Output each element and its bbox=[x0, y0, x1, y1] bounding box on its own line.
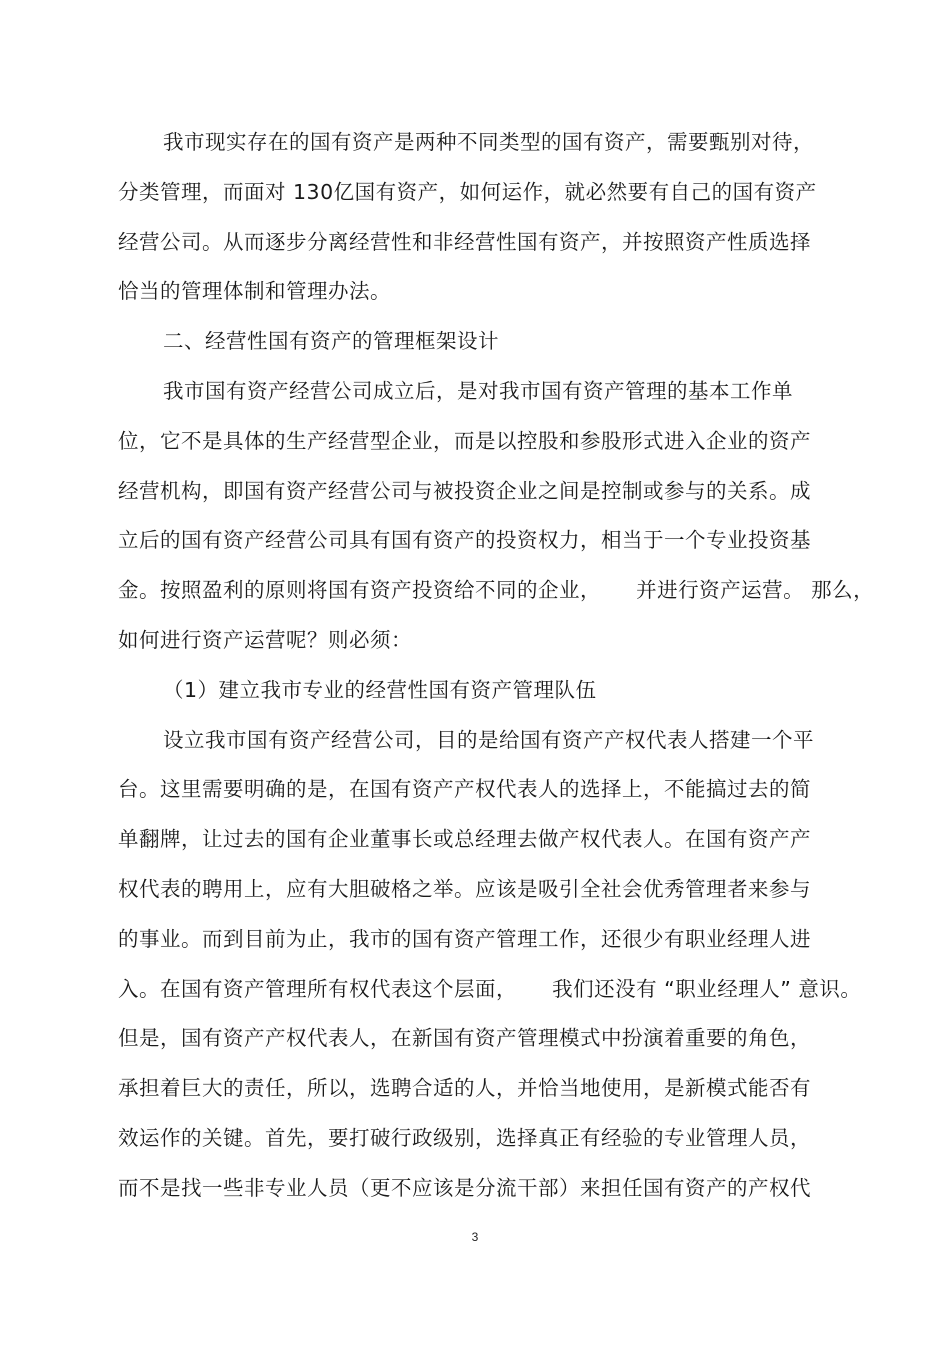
text-line: 我市现实存在的国有资产是两种不同类型的国有资产，需要甄别对待， bbox=[163, 130, 814, 154]
text-line: 效运作的关键。首先，要打破行政级别，选择真正有经验的专业管理人员， bbox=[118, 1126, 811, 1150]
subsection-heading: （1）建立我市专业的经营性国有资产管理队伍 bbox=[163, 678, 597, 702]
text-line: 设立我市国有资产经营公司，目的是给国有资产产权代表人搭建一个平 bbox=[163, 728, 814, 752]
text-line: 权代表的聘用上，应有大胆破格之举。应该是吸引全社会优秀管理者来参与 bbox=[118, 877, 811, 901]
text-line: 台。这里需要明确的是，在国有资产产权代表人的选择上，不能搞过去的简 bbox=[118, 777, 811, 801]
text-line: 位，它不是具体的生产经营型企业，而是以控股和参股形式进入企业的资产 bbox=[118, 429, 811, 453]
text-line: 经营公司。从而逐步分离经营性和非经营性国有资产，并按照资产性质选择 bbox=[118, 230, 811, 254]
text-line: 但是，国有资产产权代表人，在新国有资产管理模式中扮演着重要的角色， bbox=[118, 1026, 811, 1050]
text-line: 而不是找一些非专业人员（更不应该是分流干部）来担任国有资产的产权代 bbox=[118, 1176, 811, 1200]
text-line: 分类管理，而面对 130亿国有资产，如何运作，就必然要有自己的国有资产 bbox=[118, 180, 817, 204]
text-line: 如何进行资产运营呢？则必须： bbox=[118, 628, 412, 652]
page-number: 3 bbox=[471, 1230, 479, 1244]
text-line: 入。在国有资产管理所有权代表这个层面， 我们还没有 “职业经理人” 意识。 bbox=[118, 977, 862, 1001]
text-line: 立后的国有资产经营公司具有国有资产的投资权力，相当于一个专业投资基 bbox=[118, 528, 811, 552]
section-heading: 二、经营性国有资产的管理框架设计 bbox=[163, 329, 499, 353]
text-line: 单翻牌，让过去的国有企业董事长或总经理去做产权代表人。在国有资产产 bbox=[118, 827, 811, 851]
text-line: 金。按照盈利的原则将国有资产投资给不同的企业， 并进行资产运营。 那么， bbox=[118, 578, 875, 602]
text-line: 的事业。而到目前为止，我市的国有资产管理工作，还很少有职业经理人进 bbox=[118, 927, 811, 951]
text-line: 我市国有资产经营公司成立后，是对我市国有资产管理的基本工作单 bbox=[163, 379, 793, 403]
text-line: 经营机构，即国有资产经营公司与被投资企业之间是控制或参与的关系。成 bbox=[118, 479, 811, 503]
text-line: 恰当的管理体制和管理办法。 bbox=[118, 279, 391, 303]
text-line: 承担着巨大的责任，所以，选聘合适的人，并恰当地使用，是新模式能否有 bbox=[118, 1076, 811, 1100]
